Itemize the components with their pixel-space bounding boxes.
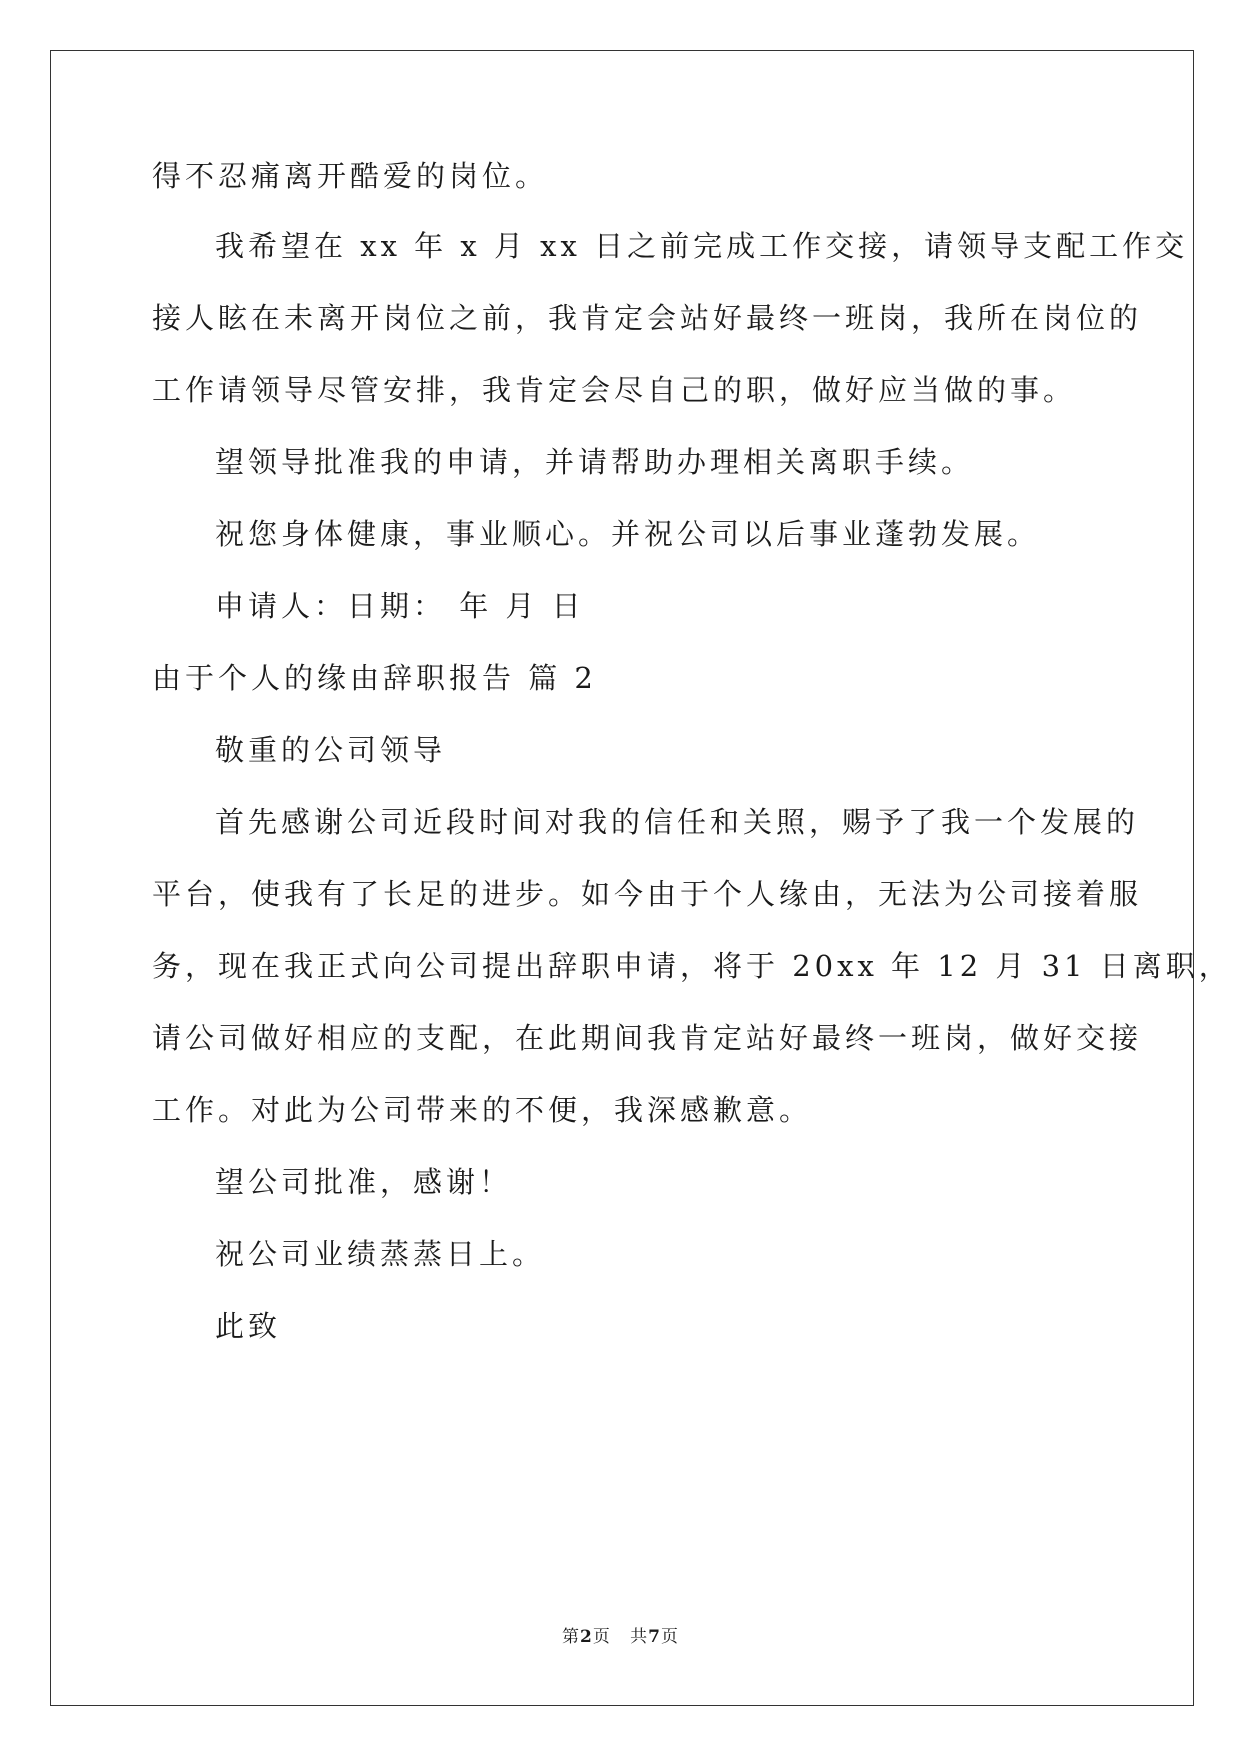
footer-page-suffix: 页 xyxy=(592,1627,611,1647)
body-line: 请公司做好相应的支配，在此期间我肯定站好最终一班岗，做好交接 xyxy=(152,1021,1143,1055)
body-line: 得不忍痛离开酷爱的岗位。 xyxy=(152,159,549,193)
page-footer xyxy=(0,1629,1241,1646)
body-line: 我希望在 xx 年 x 月 xx 日之前完成工作交接，请领导支配工作交 xyxy=(215,229,1189,263)
current-page-number: 2 xyxy=(580,1627,593,1647)
salutation: 敬重的公司领导 xyxy=(215,733,447,767)
total-page-count: 7 xyxy=(648,1627,661,1647)
footer-total-prefix: 共 xyxy=(630,1627,649,1647)
body-line: 工作。对此为公司带来的不便，我深感歉意。 xyxy=(152,1093,813,1127)
body-line: 望公司批准，感谢！ xyxy=(215,1165,513,1199)
signature-line: 申请人：日期： 年 月 日 xyxy=(215,589,585,623)
body-line: 工作请领导尽管安排，我肯定会尽自己的职，做好应当做的事。 xyxy=(152,373,1077,407)
body-line: 祝您身体健康，事业顺心。并祝公司以后事业蓬勃发展。 xyxy=(215,517,1041,551)
closing-line: 此致 xyxy=(215,1309,282,1343)
body-line: 接人眩在未离开岗位之前，我肯定会站好最终一班岗，我所在岗位的 xyxy=(152,301,1143,335)
body-line: 望领导批准我的申请，并请帮助办理相关离职手续。 xyxy=(215,445,975,479)
body-line: 祝公司业绩蒸蒸日上。 xyxy=(215,1237,546,1271)
section-heading: 由于个人的缘由辞职报告 篇 2 xyxy=(152,661,597,695)
body-line: 首先感谢公司近段时间对我的信任和关照，赐予了我一个发展的 xyxy=(215,805,1140,839)
body-line: 平台，使我有了长足的进步。如今由于个人缘由，无法为公司接着服 xyxy=(152,877,1143,911)
footer-total-suffix: 页 xyxy=(660,1627,679,1647)
footer-prefix: 第 xyxy=(562,1627,581,1647)
body-line: 务，现在我正式向公司提出辞职申请，将于 20xx 年 12 月 31 日离职， xyxy=(152,949,1232,983)
